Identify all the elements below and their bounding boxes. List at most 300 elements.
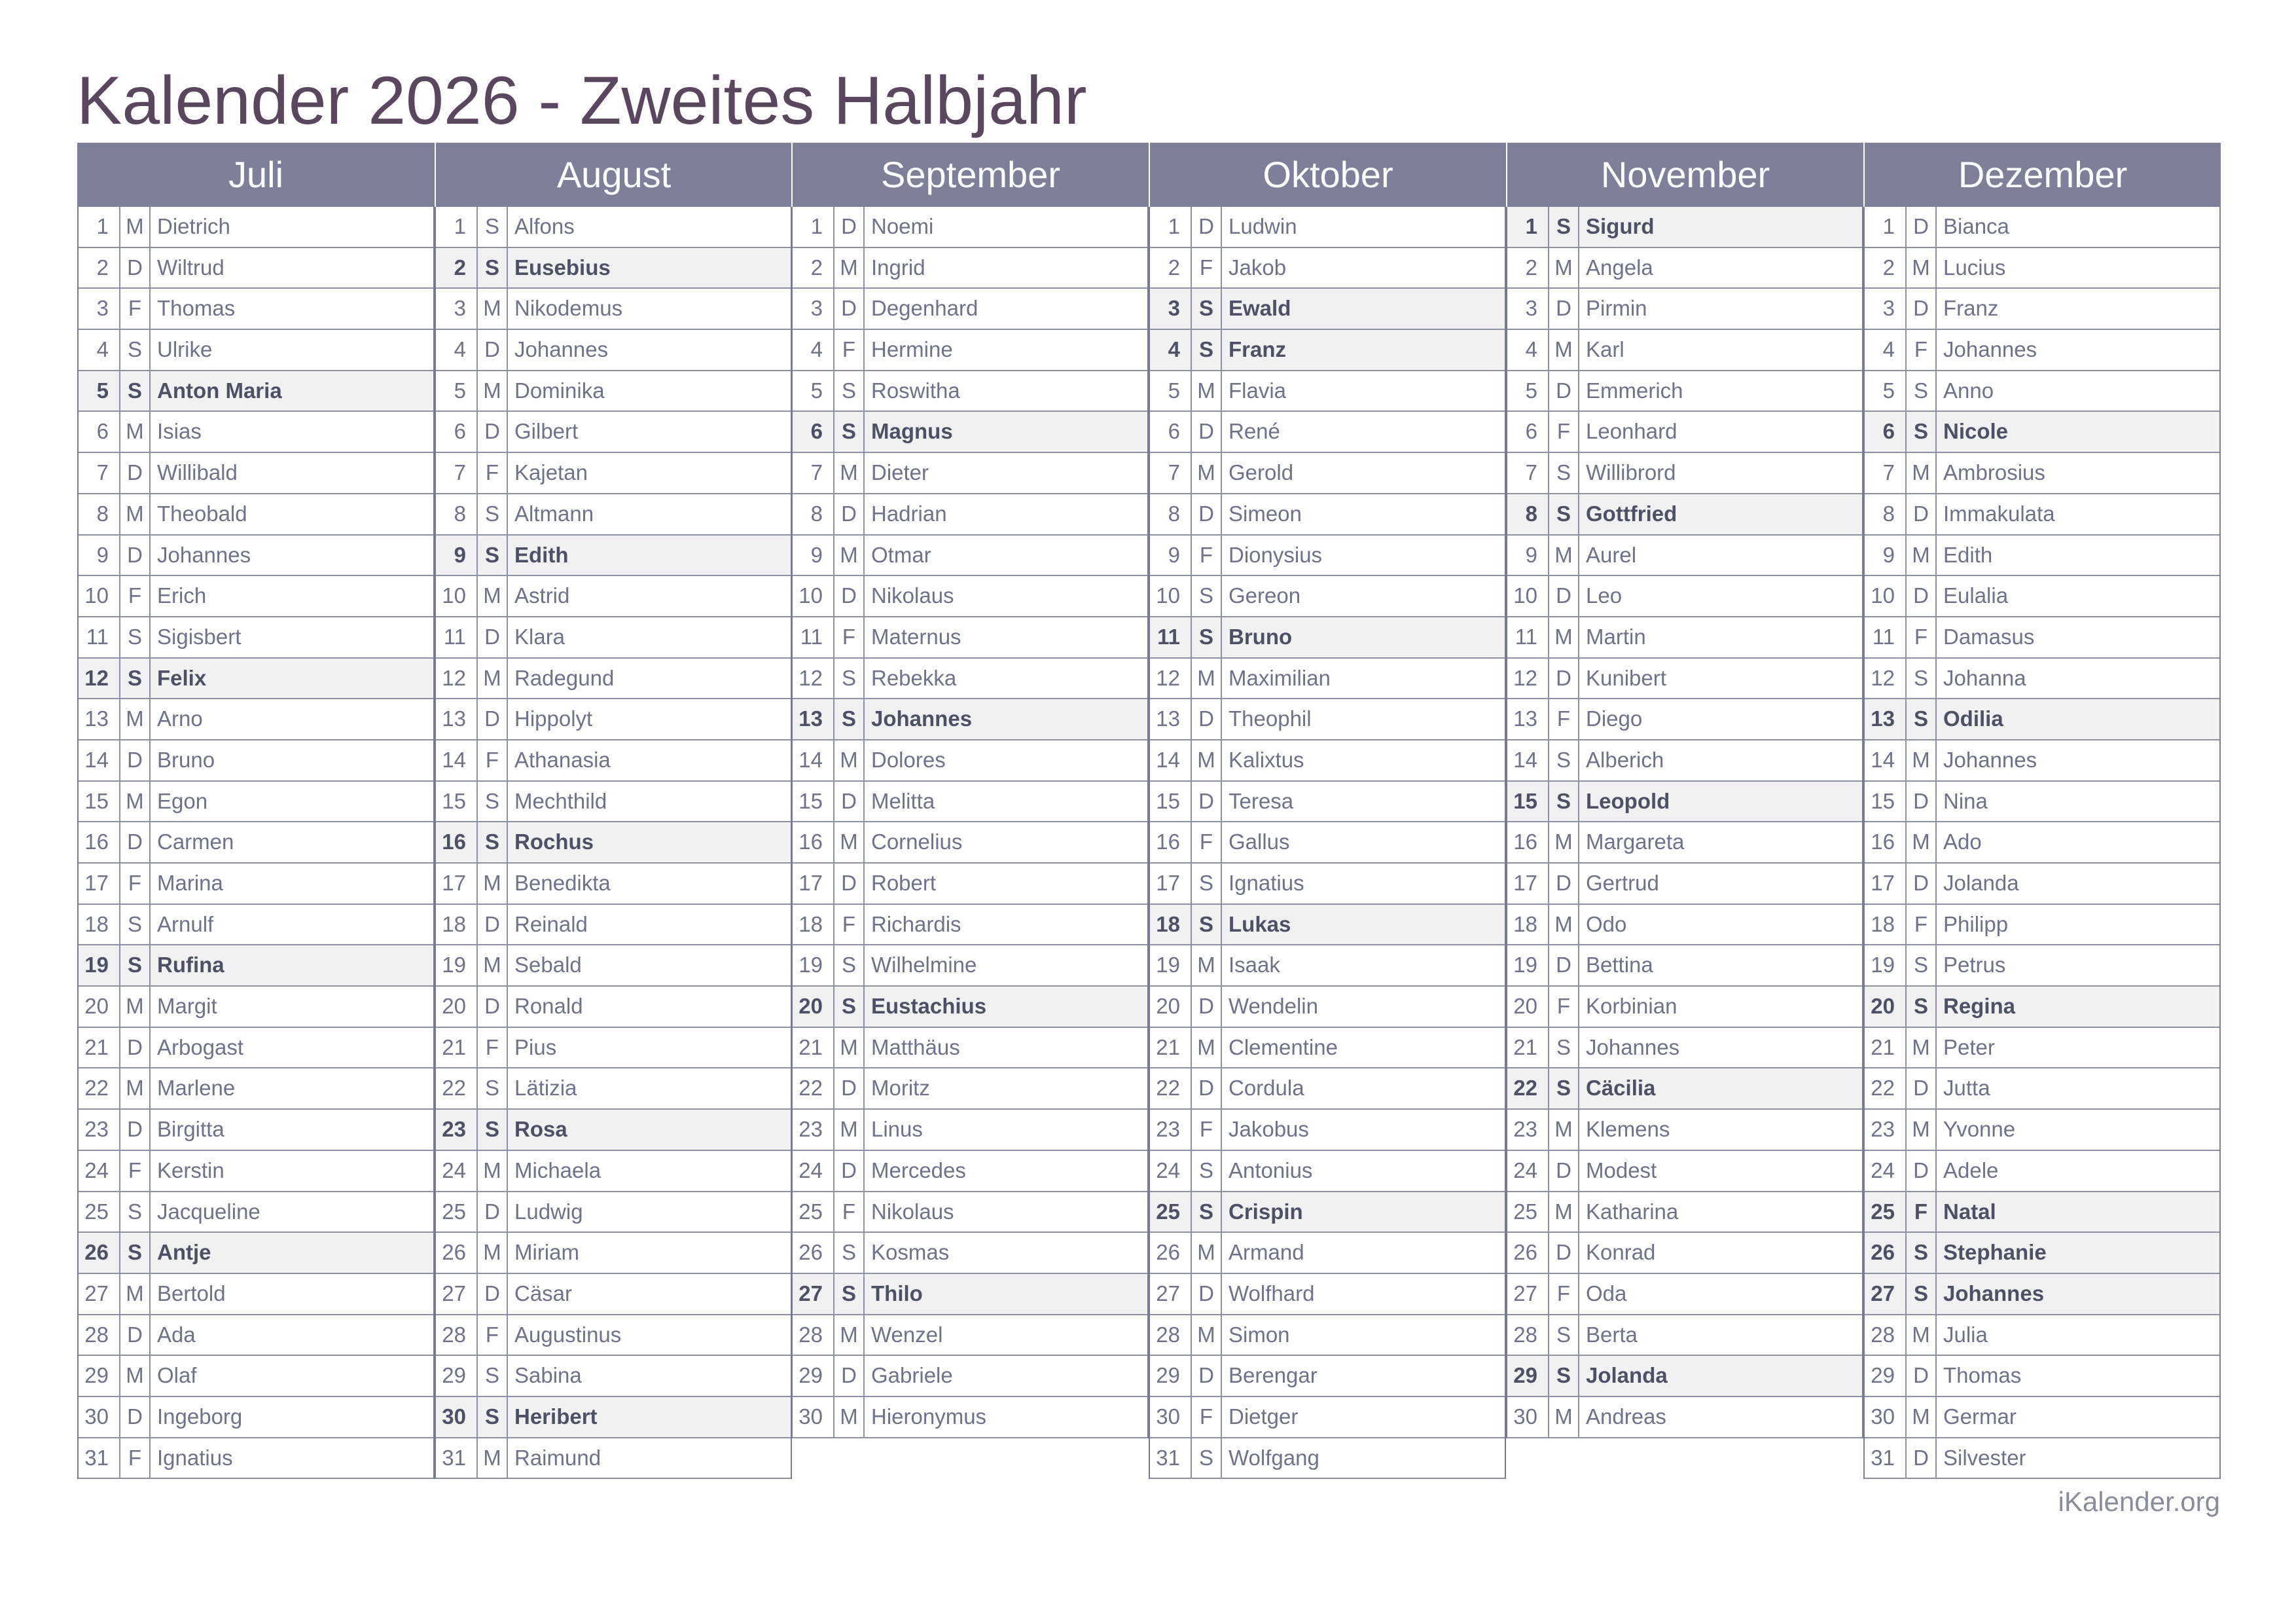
name-day: René <box>1229 419 1280 444</box>
day-number: 17 <box>79 864 120 903</box>
weekday-letter: S <box>1907 1274 1937 1314</box>
month-header: Dezember <box>1863 143 2221 207</box>
day-number: 8 <box>436 494 478 534</box>
name-day: Wenzel <box>871 1322 943 1347</box>
day-number: 30 <box>1865 1397 1907 1437</box>
day-row <box>1865 905 2219 946</box>
day-row <box>79 1068 433 1110</box>
day-row <box>79 207 433 248</box>
name-day: Hadrian <box>871 501 947 526</box>
day-row <box>1865 945 2219 987</box>
name-day: Reinald <box>514 911 588 936</box>
day-row <box>436 1315 791 1357</box>
day-number: 30 <box>1507 1397 1549 1437</box>
day-number: 23 <box>1150 1110 1192 1150</box>
name-day: Emmerich <box>1586 378 1683 403</box>
name-day: Johannes <box>1943 747 2037 772</box>
day-row <box>1507 1274 1862 1315</box>
weekday-letter: S <box>478 782 508 822</box>
weekday-letter: M <box>120 699 151 739</box>
name-day: Kosmas <box>871 1240 950 1265</box>
day-row <box>436 699 791 740</box>
name-day: Rebekka <box>871 665 957 690</box>
name-day: Gabriele <box>871 1363 953 1388</box>
day-number: 31 <box>79 1438 120 1478</box>
day-row <box>79 494 433 536</box>
site-footer: iKalender.org <box>2058 1486 2220 1517</box>
day-row <box>436 1028 791 1069</box>
name-day: Jutta <box>1943 1076 1990 1101</box>
name-day: Hippolyt <box>514 706 593 731</box>
day-row <box>1150 740 1505 782</box>
weekday-letter: M <box>478 945 508 985</box>
name-day: Alberich <box>1586 747 1664 772</box>
day-row <box>436 659 791 700</box>
weekday-letter: D <box>478 617 508 657</box>
day-number: 3 <box>436 289 478 329</box>
day-number: 21 <box>1150 1028 1192 1068</box>
day-row <box>1865 289 2219 330</box>
weekday-letter: D <box>834 782 865 822</box>
name-day: Lukas <box>1229 911 1291 936</box>
day-row <box>1865 576 2219 617</box>
day-number: 12 <box>436 659 478 699</box>
weekday-letter: S <box>1192 1438 1222 1478</box>
day-number: 21 <box>793 1028 834 1068</box>
name-day: Johannes <box>1943 1281 2045 1305</box>
name-day: Erich <box>157 583 207 608</box>
day-row <box>1865 1315 2219 1357</box>
day-row <box>1865 1356 2219 1397</box>
day-row <box>436 536 791 577</box>
day-row <box>1507 1356 1862 1397</box>
day-number: 24 <box>436 1151 478 1191</box>
day-row <box>1150 1233 1505 1274</box>
day-number: 30 <box>1150 1397 1192 1437</box>
weekday-letter: S <box>834 1274 865 1314</box>
name-day: Roswitha <box>871 378 960 403</box>
name-day: Jakobus <box>1229 1117 1309 1142</box>
day-row <box>1865 1151 2219 1192</box>
weekday-letter: D <box>1907 494 1937 534</box>
weekday-letter: D <box>120 536 151 575</box>
weekday-letter: D <box>120 1028 151 1068</box>
day-number: 30 <box>793 1397 834 1437</box>
day-row <box>1507 782 1862 823</box>
day-row <box>1507 494 1862 536</box>
name-day: Theophil <box>1229 706 1312 731</box>
name-day: Kunibert <box>1586 665 1666 690</box>
day-number: 14 <box>79 740 120 780</box>
day-number: 1 <box>793 207 834 247</box>
day-row <box>79 412 433 453</box>
day-row <box>1865 248 2219 289</box>
name-day: Athanasia <box>514 747 611 772</box>
day-number: 16 <box>436 822 478 862</box>
name-day: Antje <box>157 1240 211 1265</box>
weekday-letter: S <box>1907 659 1937 699</box>
day-number: 30 <box>436 1397 478 1437</box>
name-day: Rufina <box>157 953 224 977</box>
day-row <box>793 330 1147 371</box>
day-row <box>1150 1356 1505 1397</box>
day-number: 7 <box>436 453 478 493</box>
weekday-letter: S <box>1907 699 1937 739</box>
day-row <box>793 536 1147 577</box>
day-row <box>1507 576 1862 617</box>
name-day: Simeon <box>1229 501 1302 526</box>
day-number: 1 <box>1507 207 1549 247</box>
day-row <box>79 576 433 617</box>
day-number: 26 <box>1507 1233 1549 1273</box>
day-row <box>793 740 1147 782</box>
name-day: Gottfried <box>1586 501 1677 526</box>
day-number: 16 <box>1865 822 1907 862</box>
month-header: Juli <box>77 143 435 207</box>
day-number: 18 <box>79 905 120 945</box>
weekday-letter: D <box>120 1397 151 1437</box>
day-number: 24 <box>1507 1151 1549 1191</box>
day-number: 19 <box>1865 945 1907 985</box>
day-number: 16 <box>1507 822 1549 862</box>
weekday-letter: D <box>1549 289 1579 329</box>
weekday-letter: S <box>1907 945 1937 985</box>
day-number: 18 <box>1150 905 1192 945</box>
day-number: 12 <box>1150 659 1192 699</box>
day-number: 20 <box>793 987 834 1027</box>
month-column <box>1863 143 2221 1479</box>
weekday-letter: D <box>478 987 508 1027</box>
weekday-letter: M <box>1907 1028 1937 1068</box>
day-number: 2 <box>1865 248 1907 288</box>
day-row <box>1507 1315 1862 1357</box>
weekday-letter: M <box>1192 1315 1222 1355</box>
name-day: Matthäus <box>871 1034 960 1059</box>
day-row <box>1507 864 1862 905</box>
weekday-letter: M <box>834 1028 865 1068</box>
weekday-letter: S <box>1549 207 1579 247</box>
name-day: Klemens <box>1586 1117 1670 1142</box>
name-day: Jacqueline <box>157 1199 260 1224</box>
day-row <box>793 1274 1147 1315</box>
day-number: 3 <box>79 289 120 329</box>
name-day: Pirmin <box>1586 296 1647 321</box>
name-day: Silvester <box>1943 1445 2026 1470</box>
weekday-letter: M <box>478 1151 508 1191</box>
day-row <box>1865 659 2219 700</box>
weekday-letter: M <box>1907 453 1937 493</box>
weekday-letter: S <box>834 987 865 1027</box>
weekday-letter: D <box>1907 207 1937 247</box>
weekday-letter: S <box>1192 576 1222 616</box>
day-number: 25 <box>793 1192 834 1232</box>
weekday-letter: M <box>120 987 151 1027</box>
weekday-letter: D <box>834 1068 865 1108</box>
day-row <box>793 1192 1147 1233</box>
name-day: Johannes <box>1586 1034 1680 1059</box>
weekday-letter: M <box>1549 1192 1579 1232</box>
day-row <box>1865 494 2219 536</box>
day-number: 6 <box>79 412 120 452</box>
day-number: 26 <box>793 1233 834 1273</box>
weekday-letter: F <box>1907 1192 1937 1232</box>
weekday-letter: S <box>1192 905 1222 945</box>
name-day: Adele <box>1943 1158 1999 1182</box>
day-row <box>79 864 433 905</box>
day-row <box>793 1110 1147 1151</box>
weekday-letter: S <box>1549 1028 1579 1068</box>
day-row <box>1150 289 1505 330</box>
day-number: 26 <box>436 1233 478 1273</box>
day-number: 17 <box>1865 864 1907 903</box>
day-row <box>1507 453 1862 494</box>
name-day: Eulalia <box>1943 583 2009 608</box>
day-row <box>436 1274 791 1315</box>
weekday-letter: D <box>1549 659 1579 699</box>
day-row <box>436 289 791 330</box>
day-number: 22 <box>1150 1068 1192 1108</box>
name-day: Flavia <box>1229 378 1287 403</box>
day-row <box>1507 1110 1862 1151</box>
day-row <box>79 987 433 1028</box>
day-number: 21 <box>436 1028 478 1068</box>
day-number: 16 <box>79 822 120 862</box>
day-number: 15 <box>1150 782 1192 822</box>
day-row <box>1865 412 2219 453</box>
weekday-letter: D <box>1549 371 1579 411</box>
weekday-letter: D <box>1907 782 1937 822</box>
month-header: September <box>791 143 1149 207</box>
name-day: Altmann <box>514 501 594 526</box>
day-row <box>793 576 1147 617</box>
name-day: Jakob <box>1229 255 1287 280</box>
day-row <box>1150 1315 1505 1357</box>
month-column <box>1149 143 1506 1479</box>
day-number: 13 <box>1865 699 1907 739</box>
weekday-letter: M <box>478 1233 508 1273</box>
name-day: Felix <box>157 665 207 690</box>
name-day: Stephanie <box>1943 1240 2047 1265</box>
name-day: Simon <box>1229 1322 1290 1347</box>
name-day: Dominika <box>514 378 605 403</box>
name-day: Bruno <box>157 747 215 772</box>
name-day: Isias <box>157 419 202 444</box>
weekday-letter: M <box>120 782 151 822</box>
weekday-letter: F <box>120 864 151 903</box>
day-row <box>79 330 433 371</box>
weekday-letter: D <box>1907 1068 1937 1108</box>
day-row <box>1507 1068 1862 1110</box>
day-number: 9 <box>1150 536 1192 575</box>
day-number: 28 <box>1865 1315 1907 1355</box>
day-number: 27 <box>793 1274 834 1314</box>
day-number: 11 <box>793 617 834 657</box>
weekday-letter: M <box>120 207 151 247</box>
day-row <box>1150 1110 1505 1151</box>
weekday-letter: M <box>1907 1315 1937 1355</box>
weekday-letter: S <box>1192 289 1222 329</box>
weekday-letter: D <box>478 1274 508 1314</box>
day-row <box>436 371 791 412</box>
day-row <box>436 1151 791 1192</box>
weekday-letter: S <box>1192 1151 1222 1191</box>
name-day: Ingeborg <box>157 1404 243 1429</box>
day-row <box>793 494 1147 536</box>
name-day: Leonhard <box>1586 419 1677 444</box>
name-day: Michaela <box>514 1158 601 1182</box>
weekday-letter: F <box>1907 617 1937 657</box>
name-day: Bruno <box>1229 624 1293 649</box>
day-number: 16 <box>793 822 834 862</box>
day-number: 11 <box>79 617 120 657</box>
day-number: 1 <box>436 207 478 247</box>
day-row <box>436 1356 791 1397</box>
day-row <box>79 1274 433 1315</box>
day-row <box>436 1068 791 1110</box>
name-day: Anno <box>1943 378 1994 403</box>
page-title: Kalender 2026 - Zweites Halbjahr <box>77 63 1087 139</box>
day-number: 15 <box>1507 782 1549 822</box>
weekday-letter: S <box>1549 1315 1579 1355</box>
weekday-letter: D <box>834 289 865 329</box>
day-number: 11 <box>1150 617 1192 657</box>
day-number: 2 <box>436 248 478 288</box>
day-number: 25 <box>1865 1192 1907 1232</box>
day-number: 2 <box>793 248 834 288</box>
day-row <box>793 289 1147 330</box>
name-day: Julia <box>1943 1322 1988 1347</box>
day-number: 11 <box>1865 617 1907 657</box>
weekday-letter: D <box>1907 576 1937 616</box>
name-day: Nikolaus <box>871 583 954 608</box>
day-row <box>793 782 1147 823</box>
day-number: 4 <box>1865 330 1907 370</box>
weekday-letter: D <box>1549 1151 1579 1191</box>
day-row <box>79 699 433 740</box>
day-row <box>793 1315 1147 1357</box>
weekday-letter: S <box>120 371 151 411</box>
day-number: 6 <box>1507 412 1549 452</box>
day-number: 8 <box>79 494 120 534</box>
weekday-letter: F <box>120 1438 151 1478</box>
day-number: 23 <box>436 1110 478 1150</box>
day-number: 19 <box>1507 945 1549 985</box>
day-number: 20 <box>1865 987 1907 1027</box>
weekday-letter: D <box>120 822 151 862</box>
name-day: Franz <box>1229 337 1287 362</box>
day-number: 5 <box>1150 371 1192 411</box>
day-row <box>1150 699 1505 740</box>
weekday-letter: F <box>1549 987 1579 1027</box>
day-row <box>1865 1274 2219 1315</box>
day-number: 5 <box>79 371 120 411</box>
name-day: Sigisbert <box>157 624 242 649</box>
weekday-letter: F <box>478 1028 508 1068</box>
month-column <box>77 143 435 1479</box>
name-day: Crispin <box>1229 1199 1303 1224</box>
day-number: 18 <box>1507 905 1549 945</box>
name-day: Nina <box>1943 788 1988 813</box>
name-day: Natal <box>1943 1199 1996 1224</box>
day-number: 10 <box>1150 576 1192 616</box>
name-day: Heribert <box>514 1404 598 1429</box>
name-day: Dolores <box>871 747 946 772</box>
day-row <box>1507 659 1862 700</box>
name-day: Johannes <box>514 337 609 362</box>
weekday-letter: D <box>120 740 151 780</box>
weekday-letter: D <box>1192 1068 1222 1108</box>
name-day: Cordula <box>1229 1076 1304 1101</box>
weekday-letter: S <box>1192 617 1222 657</box>
day-number: 29 <box>1150 1356 1192 1396</box>
weekday-letter: M <box>1549 1110 1579 1150</box>
name-day: Hermine <box>871 337 953 362</box>
day-row <box>79 1356 433 1397</box>
day-number: 9 <box>793 536 834 575</box>
name-day: Bianca <box>1943 214 2009 238</box>
day-row <box>793 207 1147 248</box>
name-day: Gilbert <box>514 419 579 444</box>
day-row <box>1865 536 2219 577</box>
day-number: 19 <box>79 945 120 985</box>
name-day: Damasus <box>1943 624 2035 649</box>
weekday-letter: S <box>478 248 508 288</box>
day-number: 7 <box>79 453 120 493</box>
day-row <box>1507 1151 1862 1192</box>
name-day: Maternus <box>871 624 961 649</box>
day-row <box>1507 945 1862 987</box>
day-number: 4 <box>793 330 834 370</box>
name-day: Philipp <box>1943 911 2009 936</box>
name-day: Robert <box>871 871 937 895</box>
day-number: 3 <box>1150 289 1192 329</box>
weekday-letter: D <box>478 905 508 945</box>
weekday-letter: D <box>1192 1356 1222 1396</box>
day-number: 29 <box>436 1356 478 1396</box>
day-row <box>1865 1233 2219 1274</box>
name-day: Regina <box>1943 994 2016 1019</box>
weekday-letter: D <box>834 207 865 247</box>
month-column <box>1506 143 1863 1438</box>
name-day: Nikodemus <box>514 296 623 321</box>
name-day: Richardis <box>871 911 961 936</box>
weekday-letter: S <box>478 207 508 247</box>
day-number: 19 <box>436 945 478 985</box>
day-row <box>1865 1028 2219 1069</box>
day-number: 4 <box>1150 330 1192 370</box>
name-day: Degenhard <box>871 296 978 321</box>
name-day: Hieronymus <box>871 1404 987 1429</box>
weekday-letter: M <box>1549 905 1579 945</box>
day-row <box>1507 207 1862 248</box>
name-day: Immakulata <box>1943 501 2055 526</box>
day-number: 10 <box>1507 576 1549 616</box>
weekday-letter: F <box>1192 248 1222 288</box>
day-number: 3 <box>793 289 834 329</box>
name-day: Bertold <box>157 1281 226 1305</box>
weekday-letter: D <box>1192 494 1222 534</box>
day-number: 6 <box>436 412 478 452</box>
weekday-letter: S <box>120 330 151 370</box>
day-number: 4 <box>79 330 120 370</box>
day-row <box>79 1110 433 1151</box>
day-row <box>79 905 433 946</box>
name-day: Thomas <box>1943 1363 2022 1388</box>
day-number: 7 <box>1507 453 1549 493</box>
name-day: Moritz <box>871 1076 930 1101</box>
day-row <box>1150 822 1505 864</box>
day-row <box>436 864 791 905</box>
